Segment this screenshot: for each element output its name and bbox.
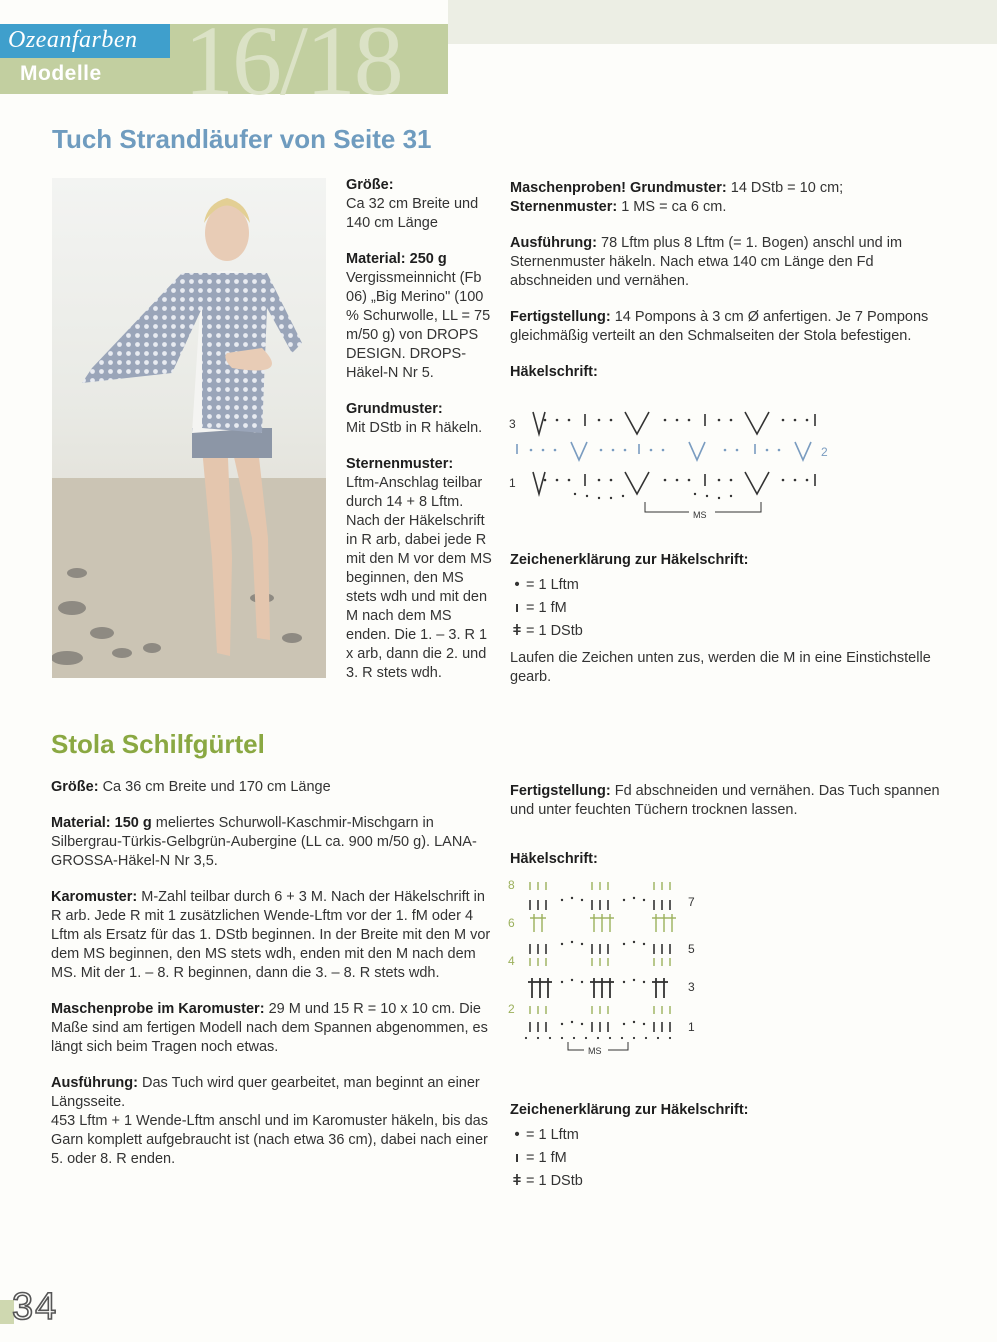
maschenproben-label: Maschenproben! Grundmuster:	[510, 180, 727, 196]
a2-fertig-text: Fd abschneiden und vernähen. Das Tuch spannen und unter feuchten Tüchern trocknen lassen.	[510, 783, 940, 818]
legend1-row-dstb	[510, 620, 956, 643]
chart2-label: Häkelschrift:	[510, 851, 598, 867]
a2-fertig-label: Fertigstellung:	[510, 783, 611, 799]
legend1-row-fm	[510, 597, 956, 620]
sternenmuster-label: Sternenmuster:	[346, 456, 454, 472]
legend2-text-lftm: = 1 Lftm	[526, 1127, 579, 1143]
legend1-row-lftm	[510, 574, 956, 597]
page-number-text: 34	[12, 1286, 59, 1324]
groesse-label: Größe:	[346, 177, 394, 193]
crochet-chart-1	[505, 398, 835, 523]
a2-material-label: Material: 150 g	[51, 815, 152, 831]
legend1-sym-dstb: ǂ	[512, 623, 522, 639]
sternenmuster-text: Lftm-Anschlag teilbar durch 14 + 8 Lftm. Nach der Häkelschrift in R arb, dabei jede R mit den M vor dem MS beginnen, den MS stets wdh und mit den M nach dem MS enden. Die 1. – 3. R 1 x arb, dann die 2. und 3. R stets wdh.	[346, 475, 492, 681]
legend1-text-fm: = 1 fM	[526, 600, 567, 616]
article2-finishing	[510, 782, 956, 869]
legend2-sym-dstb: ǂ	[512, 1173, 522, 1189]
legend1-text-dstb: = 1 DStb	[526, 623, 583, 639]
legend2	[510, 1101, 956, 1193]
ausfuehrung-label: Ausführung:	[510, 235, 597, 251]
chart2-row-3: 3	[688, 980, 695, 994]
legend2-text-fm: = 1 fM	[526, 1150, 567, 1166]
legend2-label: Zeichenerklärung zur Häkelschrift:	[510, 1102, 749, 1118]
fertigstellung-text: 14 Pompons à 3 cm Ø anfertigen. Je 7 Pompons gleichmäßig verteilt an den Schmalseiten der Stola befestigen.	[510, 309, 929, 344]
legend1-sym-lftm: •	[514, 577, 520, 593]
legend2-row-lftm	[510, 1124, 956, 1147]
a2-karo-text: M-Zahl teilbar durch 6 + 3 M. Nach der Häkelschrift in R arb. Jede R mit 1 zusätzlichen Wende-Lftm vor der 1. fM oder 4 Lftm als Ersatz für das 1. DStb beginnen. In der Breite mit den M vor dem MS beginnen, den MS stets wdh, enden mit den M nach dem MS. Mit der 1. – 8. R beginnen, dann die 3. – 8. R stets wdh.	[51, 889, 491, 981]
chart1-row-2: 2	[821, 445, 828, 459]
ausfuehrung-text: 78 Lftm plus 8 Lftm (= 1. Bogen) anschl und im Sternenmuster häkeln. Nach etwa 140 cm Länge den Fd abschneiden und vernähen.	[510, 235, 903, 289]
a2-groesse-text: Ca 36 cm Breite und 170 cm Länge	[102, 779, 331, 795]
legend2-row-dstb	[510, 1170, 956, 1193]
chart2-row-8: 8	[508, 878, 515, 892]
grundmuster-text: Mit DStb in R häkeln.	[346, 420, 483, 436]
maschenproben-text: 14 DStb = 10 cm;	[730, 180, 844, 196]
legend1-label: Zeichenerklärung zur Häkelschrift:	[510, 552, 749, 568]
fertigstellung-label: Fertigstellung:	[510, 309, 611, 325]
a2-ausfuehrung-label: Ausführung:	[51, 1075, 138, 1091]
chart1-ms: MS	[693, 510, 707, 520]
chart2-row-4: 4	[508, 954, 515, 968]
a2-ausfuehrung-text: Das Tuch wird quer gearbeitet, man beginnt an einer Längsseite.	[51, 1075, 480, 1110]
material-label: Material: 250 g	[346, 251, 447, 267]
a2-material-text: meliertes Schurwoll-Kaschmir-Mischgarn in Silbergrau-Türkis-Gelbgrün-Aubergine (LL ca. 900 m/50 g). LANA-GROSSA-Häkel-N Nr 3,5.	[51, 815, 477, 869]
chart2-row-7: 7	[688, 895, 695, 909]
chart2-row-6: 6	[508, 916, 515, 930]
article2-title: Stola Schilfgürtel	[51, 729, 265, 759]
article1-instructions	[510, 179, 956, 382]
a2-probe-label: Maschenprobe im Karomuster:	[51, 1001, 265, 1017]
chart2-ms: MS	[588, 1046, 602, 1056]
chart2-row-2: 2	[508, 1002, 515, 1016]
page-number	[0, 1286, 98, 1324]
sternen-probe-label: Sternenmuster:	[510, 199, 618, 215]
sternen-probe-text: 1 MS = ca 6 cm.	[621, 199, 727, 215]
top-strip	[448, 0, 997, 44]
chart1-label: Häkelschrift:	[510, 364, 598, 380]
series-title: Ozeanfarben	[8, 27, 138, 53]
chart2-row-5: 5	[688, 942, 695, 956]
legend2-text-dstb: = 1 DStb	[526, 1173, 583, 1189]
model-numbers: 16/18	[184, 5, 402, 116]
legend1-note: Laufen die Zeichen unten zus, werden die M in eine Einstichstelle gearb.	[510, 650, 931, 685]
crochet-chart-2	[506, 874, 706, 1059]
chart1-row-3: 3	[509, 417, 516, 431]
section-title: Modelle	[20, 62, 102, 85]
material-text: Vergissmeinnicht (Fb 06) „Big Merino" (100 % Schurwolle, LL = 75 m/50 g) von DROPS DESIGN. DROPS-Häkel-N Nr 5.	[346, 270, 491, 381]
grundmuster-label: Grundmuster:	[346, 401, 443, 417]
article1-title: Tuch Strandläufer von Seite 31	[52, 124, 432, 154]
legend1-sym-fm: ı	[514, 600, 520, 616]
a2-karo-label: Karomuster:	[51, 889, 138, 905]
legend2-row-fm	[510, 1147, 956, 1170]
a2-groesse-label: Größe:	[51, 779, 99, 795]
legend1	[510, 551, 956, 687]
legend2-sym-fm: ı	[514, 1150, 520, 1166]
a2-ausfuehrung-text2: 453 Lftm + 1 Wende-Lftm anschl und im Karomuster häkeln, bis das Garn komplett aufgebraucht ist (nach etwa 36 cm), dabei nach einer 5. oder 8. R enden.	[51, 1113, 488, 1167]
article1-specs	[346, 176, 496, 700]
article2-instructions	[51, 778, 496, 1186]
model-photo	[52, 178, 326, 678]
chart2-row-1: 1	[688, 1020, 695, 1034]
a2-probe-text: 29 M und 15 R = 10 x 10 cm. Die Maße sind am fertigen Modell nach dem Spannen abgenommen, es längt sich beim Tragen noch etwas.	[51, 1001, 488, 1055]
groesse-text: Ca 32 cm Breite und 140 cm Länge	[346, 196, 479, 231]
chart1-row-1: 1	[509, 476, 516, 490]
legend2-sym-lftm: •	[514, 1127, 520, 1143]
legend1-text-lftm: = 1 Lftm	[526, 577, 579, 593]
